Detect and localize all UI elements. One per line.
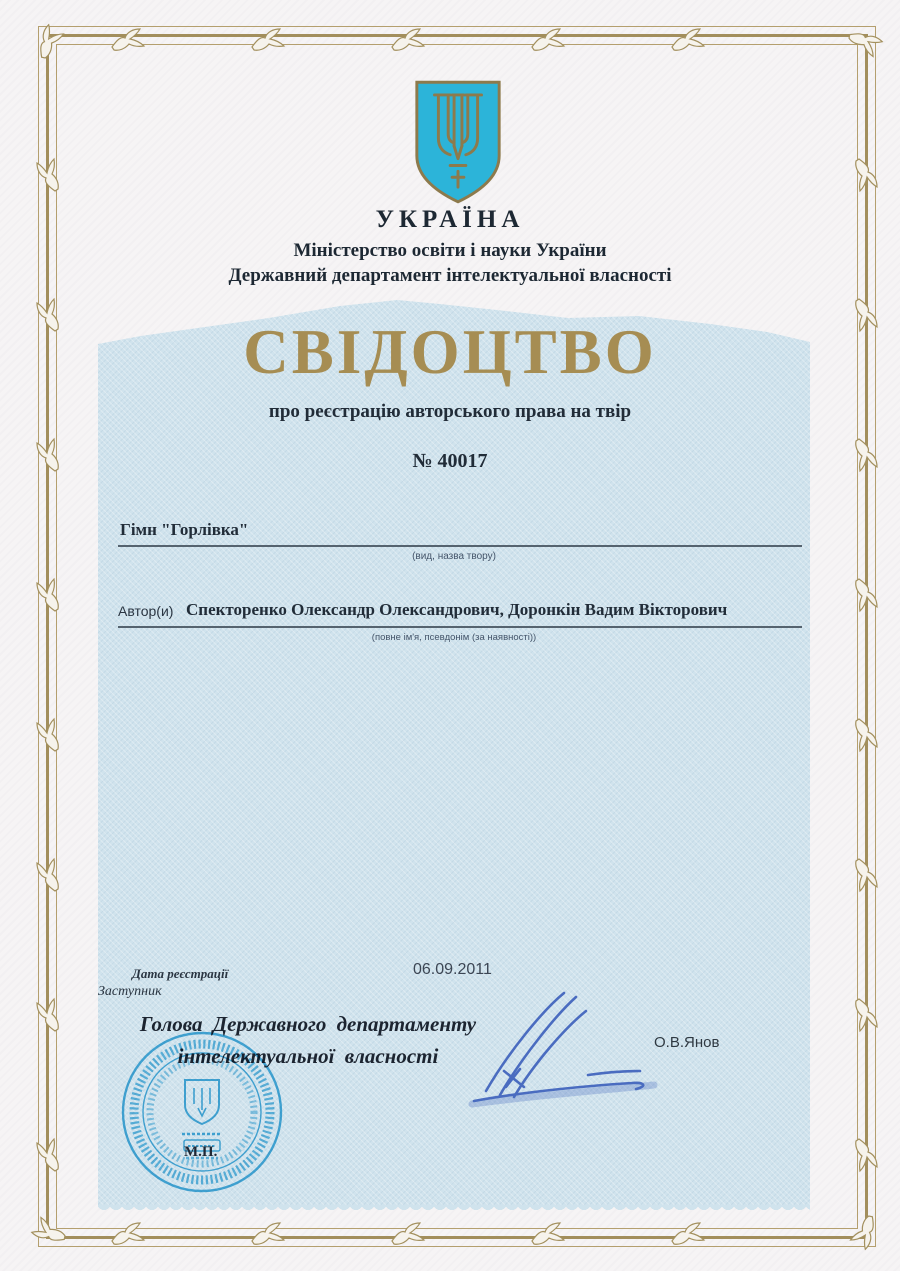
signatory-position-line2: інтелектуальної власності [177, 1044, 439, 1068]
swallow-bird-icon [27, 20, 69, 62]
country-title: УКРАЇНА [375, 206, 525, 233]
swallow-bird-icon [854, 157, 878, 193]
swallow-bird-icon [845, 20, 887, 62]
registration-date-label: Дата реєстрації [132, 966, 229, 981]
swallow-bird-icon [36, 717, 60, 753]
authors-names-value: Спекторенко Олександр Олександрович, Доронкін Вадим Вікторович [186, 600, 728, 619]
ministry-line: Міністерство освіти і науки України [293, 240, 607, 261]
swallow-bird-icon [250, 28, 286, 52]
swallow-bird-icon [390, 28, 426, 52]
swallow-bird-icon [36, 857, 60, 893]
swallow-bird-icon [854, 717, 878, 753]
swallow-bird-icon [110, 1222, 146, 1246]
round-official-stamp-icon [118, 1028, 286, 1196]
swallow-bird-icon [670, 28, 706, 52]
swallow-bird-icon [250, 1222, 286, 1246]
guilloche-panel-scalloped-edge [98, 1205, 810, 1214]
swallow-bird-icon [854, 1137, 878, 1173]
swallow-bird-icon [390, 1222, 426, 1246]
work-title-caption: (вид, назва твору) [412, 551, 496, 562]
authors-caption: (повне ім'я, псевдонім (за наявності)) [371, 632, 537, 643]
ukraine-trident-shield-icon [409, 76, 507, 208]
certificate-title: СВІДОЦТВО [243, 317, 657, 387]
work-title-rule [118, 545, 802, 547]
deputy-label: Заступник [98, 984, 162, 999]
swallow-bird-icon [530, 1222, 566, 1246]
swallow-bird-icon [110, 28, 146, 52]
department-line: Державний департамент інтелектуальної власності [228, 265, 672, 286]
swallow-bird-icon [854, 997, 878, 1033]
swallow-bird-icon [36, 157, 60, 193]
certificate-number: № 40017 [412, 450, 488, 472]
swallow-bird-icon [854, 577, 878, 613]
swallow-bird-icon [854, 857, 878, 893]
work-title-value: Гімн "Горлівка" [120, 520, 249, 539]
swallow-bird-icon [36, 577, 60, 613]
signatory-position-line1: Голова Державного департаменту [139, 1012, 477, 1036]
swallow-bird-icon [530, 28, 566, 52]
handwritten-signature-icon [468, 986, 668, 1108]
swallow-bird-icon [845, 1212, 887, 1254]
certificate-subtitle: про реєстрацію авторського права на твір [268, 401, 632, 422]
swallow-bird-icon [670, 1222, 706, 1246]
authors-rule [118, 626, 802, 628]
swallow-bird-icon [27, 1212, 69, 1254]
seal-mark-label: М.П. [184, 1144, 218, 1160]
authors-label: Автор(и) [118, 603, 174, 619]
registration-date-value: 06.09.2011 [413, 961, 492, 978]
swallow-bird-icon [36, 997, 60, 1033]
swallow-bird-icon [36, 1137, 60, 1173]
signatory-name: О.В.Янов [654, 1034, 720, 1051]
